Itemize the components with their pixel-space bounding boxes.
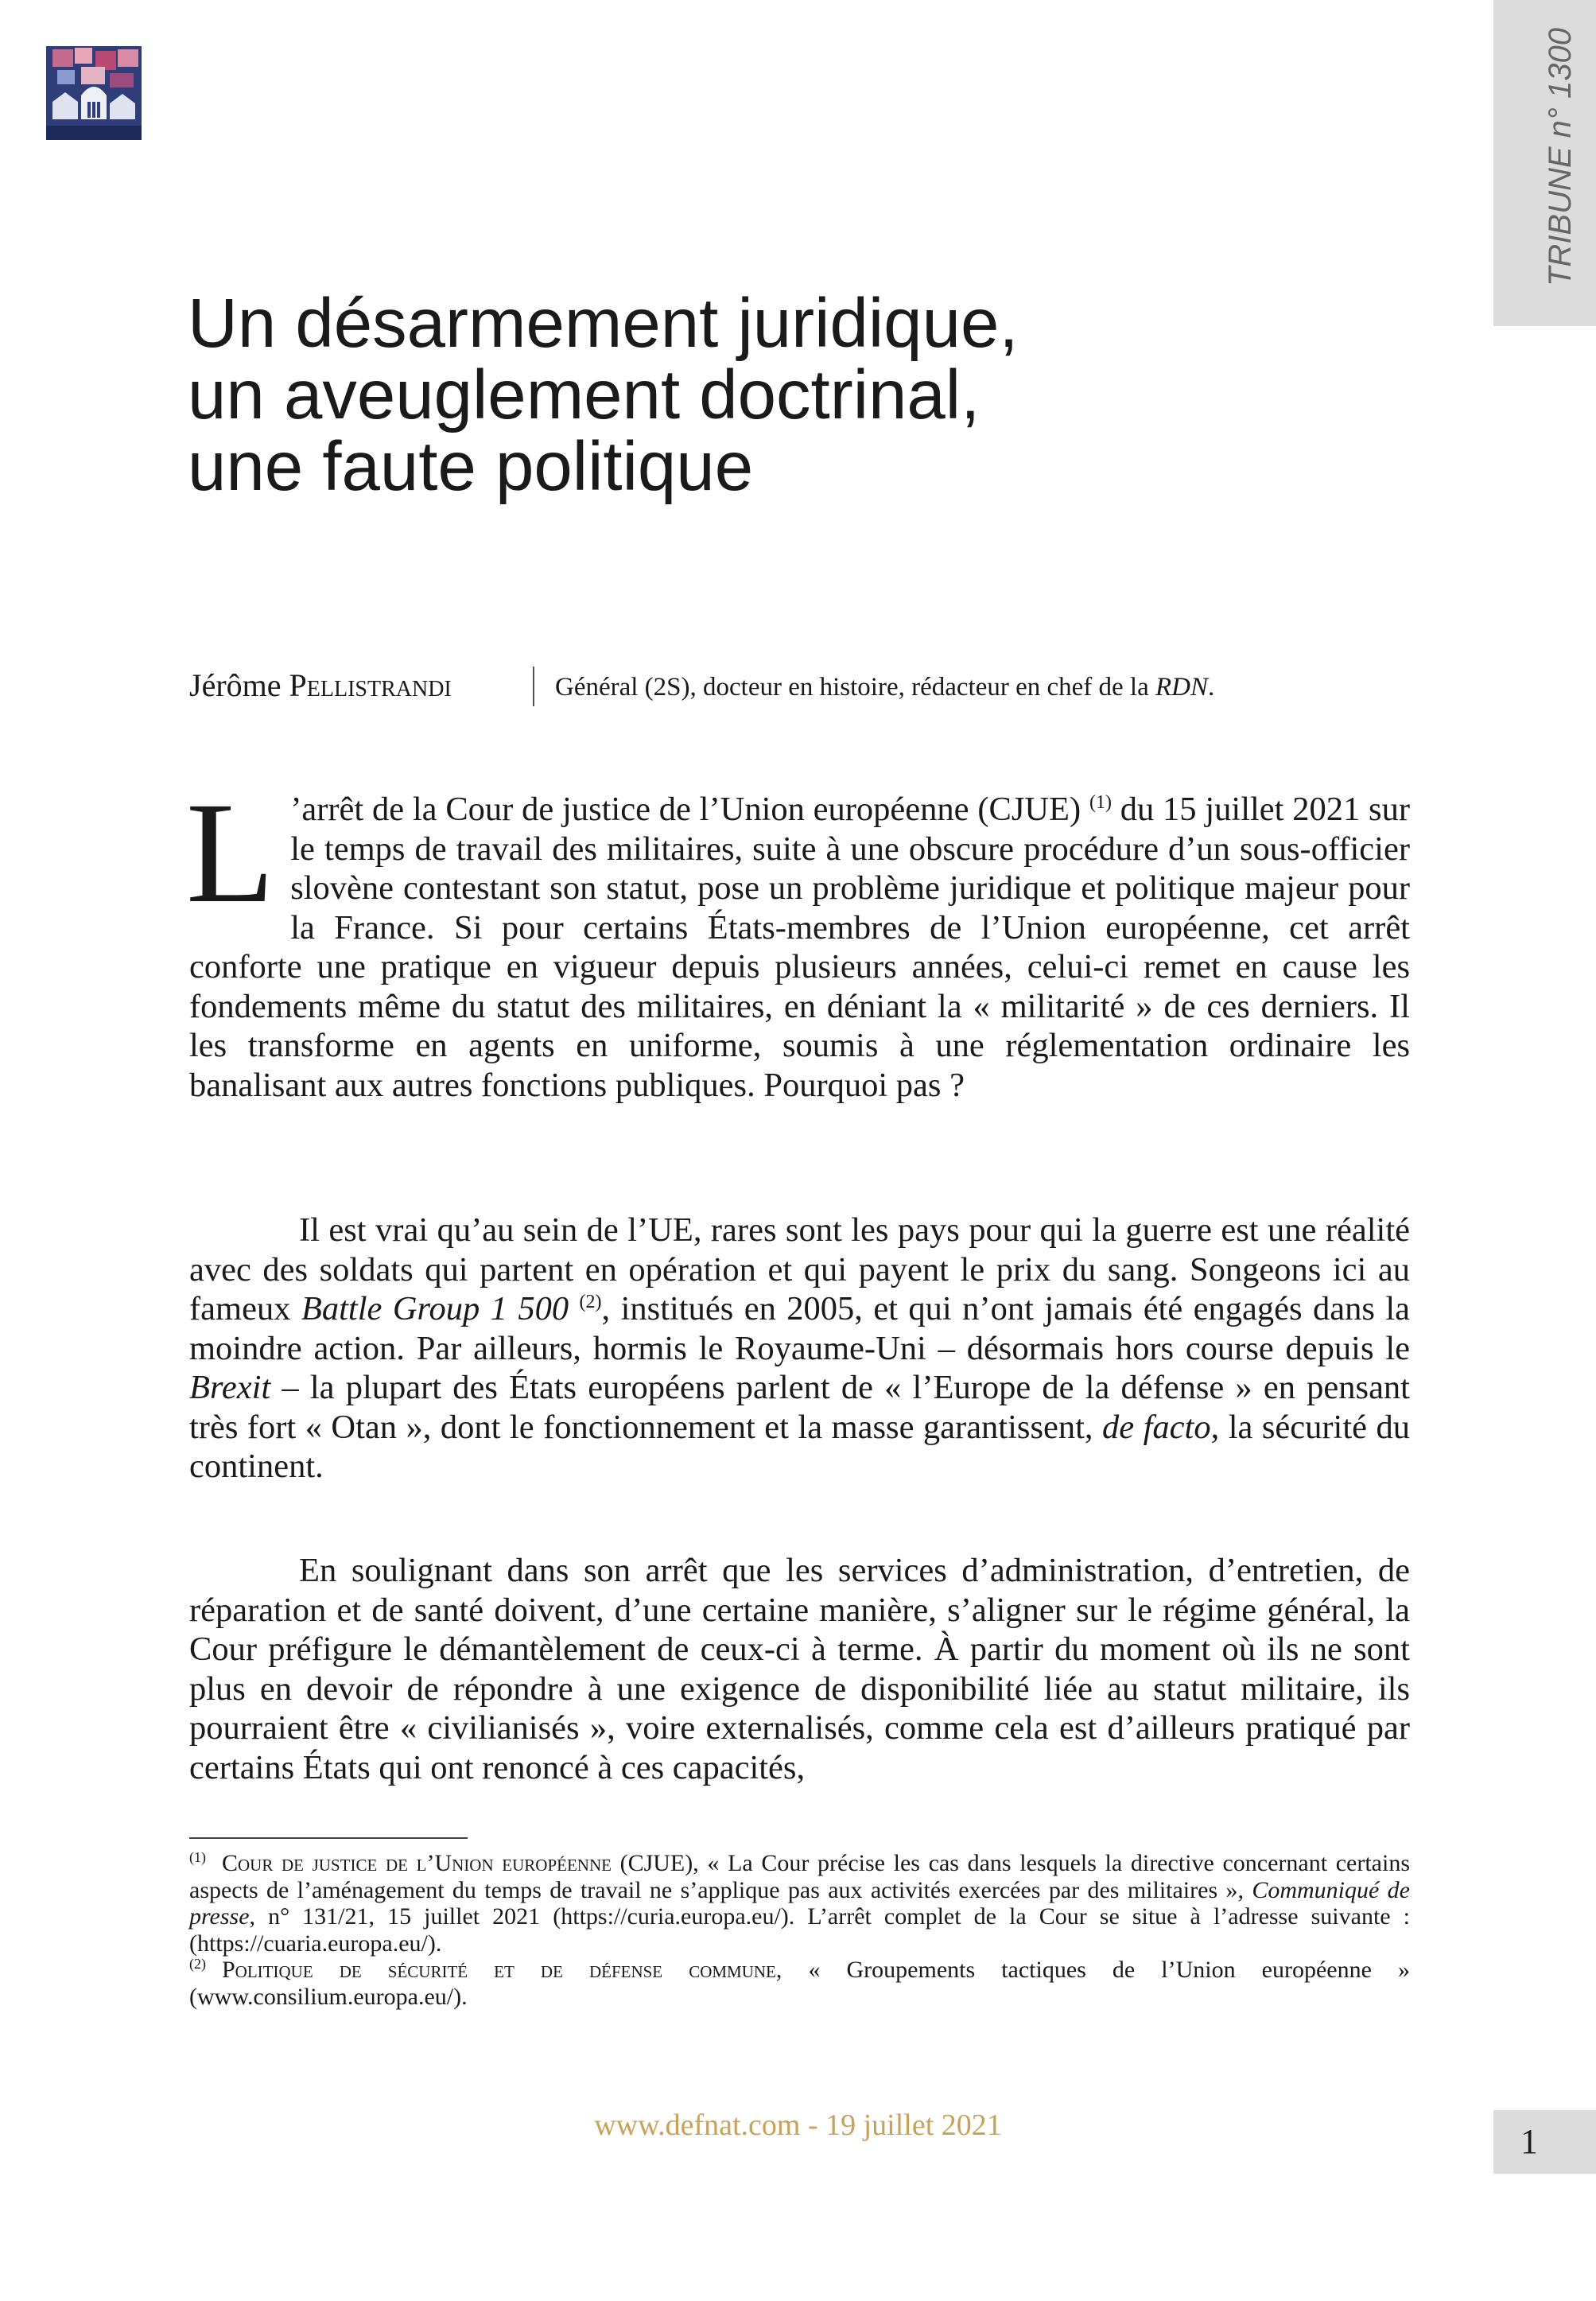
footnote-source: Cour de justice de l’Union européenne [222,1850,612,1876]
footnote-text: (CJUE), « La Cour précise les cas dans lesquels la directive concernant certains aspects de l’aménagement du temps de travail ne s’applique pas aux activités exercées par des militaires », [189,1850,1410,1903]
logo-icon [46,46,142,140]
footnote-divider [189,1837,468,1839]
title-line: Un désarmement juridique, [188,285,1019,362]
author-description-text: Général (2S), docteur en histoire, rédacteur en chef de la [555,673,1149,702]
italic-text: de facto [1102,1408,1211,1446]
author-description-end: . [1207,673,1215,702]
paragraph-text: ’arrêt de la Cour de justice de l’Union européenne (CJUE) [290,791,1081,828]
paragraph-text: – la plupart des États européens parlent de « l’Europe de la défense » en pensant très fort « Otan », dont le fonctionnement et la masse garantissent, [189,1369,1410,1446]
author-name [189,667,452,704]
title-line: une faute politique [188,428,754,505]
title-line: un aveuglement doctrinal, [188,356,981,433]
footnotes [189,1850,1410,2010]
footnote-text: , n° 131/21, 15 juillet 2021 (https://curia.europa.eu/). L’arrêt complet de la Cour se situe à l’adresse suivante : (https://cuaria.europa.eu/). [189,1903,1410,1957]
italic-text: Battle Group 1 500 [301,1290,569,1327]
paragraph-text: , institués en 2005, et qui n’ont jamais été engagés dans la moindre action. Par ailleurs, hormis le Royaume-Uni – désormais hors course depuis le [189,1290,1410,1367]
footnote-2 [189,1957,1410,2010]
article-title [188,285,1428,505]
italic-text: Brexit [189,1369,271,1406]
author-line [189,667,1462,708]
paragraph-text: En soulignant dans son arrêt que les services d’administration, d’entretien, de réparation et de santé doivent, d’une certaine manière, s’aligner sur le régime général, la Cour préfigure le démantèlement de ceux-ci à terme. À partir du moment où ils ne sont plus en devoir de répondre à une exigence de disponibilité liée au statut militaire, ils pourraient être « civilianisés », voire externalisés, comme cela est d’ailleurs pratiqué par certains États qui ont renoncé à ces capacités, [189,1552,1410,1786]
paragraph-1 [186,773,1411,1105]
footnote-ref-2[interactable]: (2) [579,1292,602,1312]
footnote-ref-1[interactable]: (1) [1089,792,1112,813]
footnote-text: , « Groupements tactiques de l’Union européenne » (www.consilium.europa.eu/). [189,1957,1410,2010]
page-number: 1 [1520,2122,1538,2161]
footnote-number: (2) [189,1956,206,1972]
footnote-number: (1) [189,1849,206,1865]
author-description-journal: RDN [1155,673,1208,702]
author-separator [533,667,534,706]
publication-logo [46,46,142,140]
paragraph-text: du 15 juillet 2021 sur le temps de travail des militaires, suite à une obscure procédure d’un sous-officier slovène contestant son statut, pose un problème juridique et politique majeur pour la France. Si pour certains États-membres de l’Union européenne, cet arrêt conforte une pratique en vigueur depuis plusieurs années, celui-ci remet en cause les fondements même du statut des militaires, en déniant la « militarité » de ces derniers. Il les transforme en agents en uniforme, soumis à une réglementation ordinaire les banalisant aux autres fonctions publiques. Pourquoi pas ? [189,791,1411,1104]
author-description [555,673,1214,702]
footnote-1 [189,1850,1410,1957]
paragraph-3 [189,1551,1410,1787]
tribune-number: TRIBUNE n° 1300 [1543,27,1578,286]
author-last-name: Pellistrandi [289,667,452,703]
page-number-tab [1493,2110,1596,2174]
footnote-source: Politique de sécurité et de défense commune [222,1957,776,1983]
paragraph-2 [189,1211,1410,1487]
footer-url-date[interactable]: www.defnat.com - 19 juillet 2021 [594,2109,1002,2142]
tribune-side-tab [1493,0,1596,326]
paragraph-text: Il est vrai qu’au sein de l’UE, rares sont les pays pour qui la guerre est une réalité avec des soldats qui partent en opération et qui payent le prix du sang. Songeons ici au fameux [189,1211,1410,1327]
author-first-name: Jérôme [189,667,282,703]
footnote-italic: Communiqué de presse [189,1876,1410,1930]
drop-cap: L [186,773,275,933]
paragraph-text: , la sécurité du continent. [189,1408,1410,1485]
